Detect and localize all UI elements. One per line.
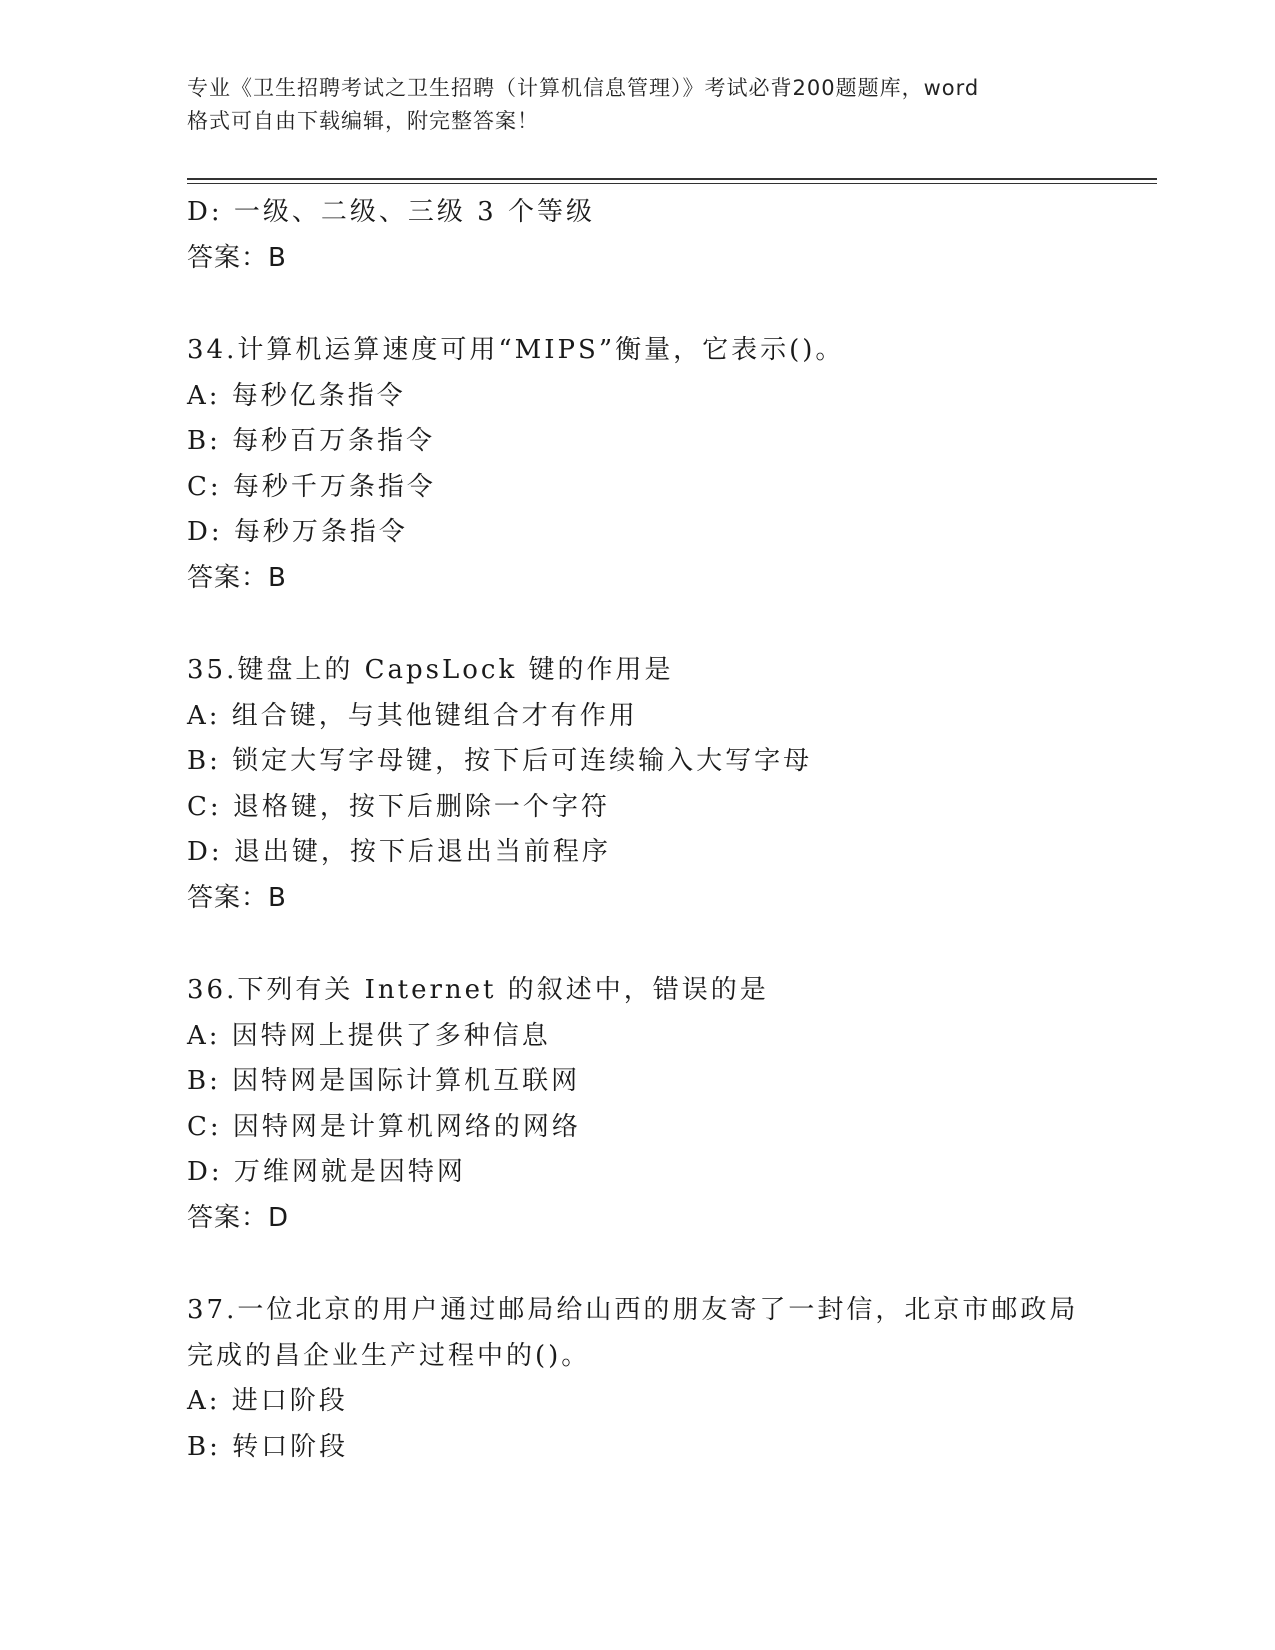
question-36 [187,968,1137,1241]
question-35 [187,648,1137,921]
header-divider-thin [187,183,1157,184]
answer-line: 答案：B [187,562,287,593]
option-b: B: 每秒百万条指令 [187,426,436,456]
question-34 [187,328,1137,601]
answer-line: 答案：B [187,882,287,913]
option-a: A: 每秒亿条指令 [187,380,406,411]
header-line-1: 专业《卫生招聘考试之卫生招聘（计算机信息管理）》考试必背200题题库，word [187,76,980,100]
question-stem-line-1: 37.一位北京的用户通过邮局给山西的朋友寄了一封信，北京市邮政局 [187,1295,1079,1325]
header-divider-thick [187,178,1157,180]
option-a: A: 因特网上提供了多种信息 [187,1020,551,1051]
question-37 [187,1288,1137,1470]
answer-line: 答案：B [187,242,287,273]
option-d: D: 退出键，按下后退出当前程序 [187,837,611,867]
option-c: C: 因特网是计算机网络的网络 [187,1111,581,1142]
question-list [187,190,1137,1470]
question-stem: 36.下列有关 Internet 的叙述中，错误的是 [187,975,769,1005]
question-stem: 35.键盘上的 CapsLock 键的作用是 [187,655,674,685]
answer-line: 答案：D [187,1202,290,1233]
option-a: A: 组合键，与其他键组合才有作用 [187,700,638,731]
header-line-2: 格式可自由下载编辑，附完整答案！ [187,109,539,133]
option-a: A: 进口阶段 [187,1386,348,1416]
option-b: B: 因特网是国际计算机互联网 [187,1066,581,1096]
option-b: B: 转口阶段 [187,1431,349,1462]
option-d: D: 万维网就是因特网 [187,1157,466,1187]
question-stem-line-2: 完成的昌企业生产过程中的()。 [187,1340,591,1371]
option-d: D: 每秒万条指令 [187,517,408,547]
question-stem: 34.计算机运算速度可用“MIPS”衡量，它表示()。 [187,335,845,365]
previous-question-tail [187,190,1137,281]
option-c: C: 每秒千万条指令 [187,471,436,502]
option-b: B: 锁定大写字母键，按下后可连续输入大写字母 [187,746,813,776]
option-d: D: 一级、二级、三级 3 个等级 [187,197,595,227]
option-c: C: 退格键，按下后删除一个字符 [187,791,610,822]
document-header [187,72,1087,138]
